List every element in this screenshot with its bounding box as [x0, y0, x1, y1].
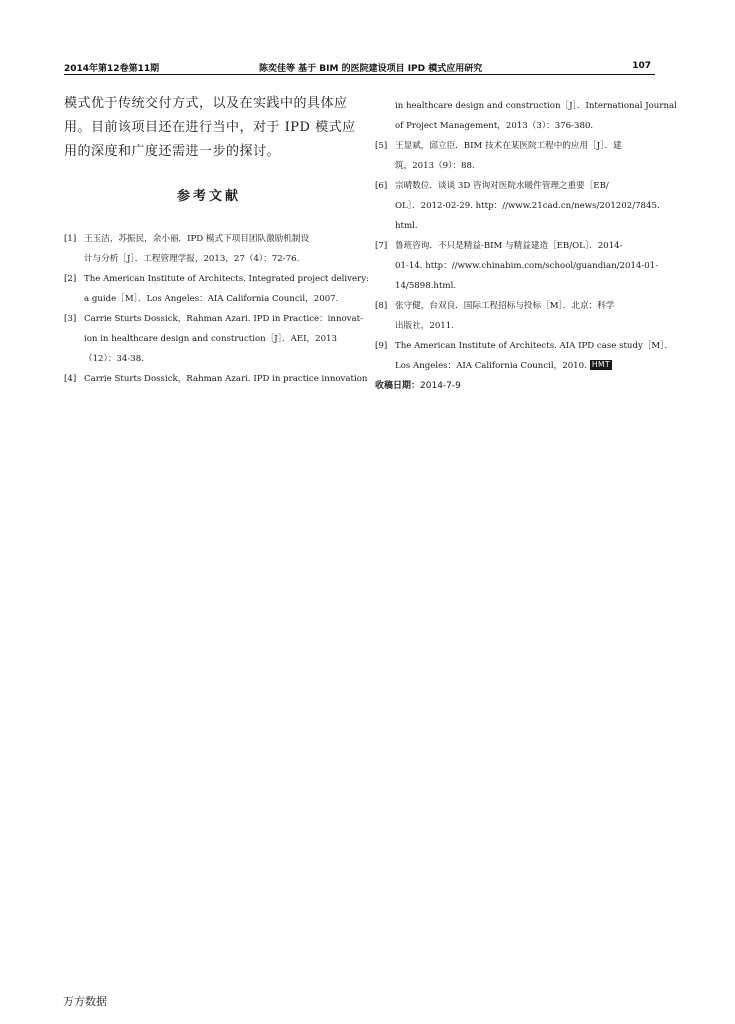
reference-line: a guide［M］．Los Angeles：AIA California Council，2007.	[84, 294, 339, 304]
reference-line: 筑，2013（9）：88.	[395, 161, 475, 171]
reference-line: of Project Management，2013（3）：376-380.	[395, 121, 594, 131]
reference-line: Carrie Sturts Dossick，Rahman Azari. IPD in practice innovation	[84, 374, 368, 384]
reference-item	[375, 136, 660, 176]
reference-number: [9]	[375, 341, 388, 351]
right-column	[375, 96, 677, 395]
reference-line: 鲁班咨询．不只是精益-BIM 与精益建造［EB/OL］．2014-	[395, 241, 623, 251]
reference-list-left	[64, 229, 369, 389]
body-line: 用。目前该项目还在进行当中，对于 IPD 模式应	[64, 120, 356, 135]
reference-number: [3]	[64, 314, 77, 324]
received-value: 2014-7-9	[420, 381, 461, 391]
reference-line: 01-14. http：//www.chinabim.com/school/guandian/2014-01-	[395, 261, 659, 271]
reference-number: [4]	[64, 374, 77, 384]
reference-number: [5]	[375, 141, 388, 151]
running-header	[64, 60, 655, 74]
reference-line-text: Los Angeles：AIA California Council，2010.	[395, 361, 587, 371]
reference-item	[375, 236, 660, 296]
reference-item	[64, 229, 354, 269]
reference-line: The American Institute of Architects. AIA IPD case study［M］．	[395, 341, 674, 351]
reference-item	[375, 296, 660, 336]
reference-item	[64, 269, 369, 309]
footer-watermark: 万方数据	[63, 995, 107, 1008]
reference-line	[395, 356, 660, 376]
reference-line: in healthcare design and construction［J］．International Journal	[395, 101, 677, 111]
reference-line: ion in healthcare design and construction［J］．AEI，2013	[84, 334, 337, 344]
reference-line: （12）：34-38.	[84, 354, 144, 364]
reference-line: 王显斌，邱立臣．BIM 技术在某医院工程中的应用［J］．建	[395, 141, 622, 151]
reference-line: 宗晴数位．谈谈 3D 咨询对医院水暖件管理之重要［EB/	[395, 181, 609, 191]
reference-line: 张守健，台双良．国际工程招标与投标［M］．北京：科学	[395, 301, 615, 311]
reference-line: Carrie Sturts Dossick，Rahman Azari. IPD in Practice：innovat-	[84, 314, 364, 324]
body-paragraph	[64, 92, 354, 164]
body-line: 模式优于传统交付方式，以及在实践中的具体应	[64, 96, 348, 111]
reference-number: [8]	[375, 301, 388, 311]
references-heading: 参考文献	[176, 189, 241, 204]
running-title: 陈奕佳等 基于 BIM 的医院建设项目 IPD 模式应用研究	[259, 64, 483, 74]
reference-line: OL］．2012-02-29. http：//www.21cad.cn/news/201202/7845.	[395, 201, 660, 211]
received-label: 收稿日期：	[375, 381, 421, 391]
reference-number: [2]	[64, 274, 77, 284]
reference-line: 14/5898.html.	[395, 281, 457, 291]
reference-item	[375, 176, 660, 236]
left-column	[64, 92, 369, 384]
reference-line: 王玉洁，苏振民，余小丽．IPD 模式下项目团队激励机制设	[84, 234, 310, 244]
header-rule	[64, 74, 655, 75]
reference-line: html.	[395, 221, 418, 231]
reference-item	[64, 369, 368, 389]
reference-number: [6]	[375, 181, 388, 191]
reference-line: 计与分析［J］．工程管理学报，2013，27（4）：72-76.	[84, 254, 300, 264]
journal-issue: 2014年第12卷第11期	[64, 64, 160, 74]
received-date	[375, 377, 660, 395]
reference-line: 出版社，2011.	[395, 321, 454, 331]
page-number: 107	[632, 61, 651, 71]
reference-line: The American Institute of Architects. Integrated project delivery:	[84, 274, 369, 284]
reference-item	[64, 309, 364, 369]
reference-item-continued	[375, 96, 677, 136]
reference-item	[375, 336, 674, 376]
reference-number: [1]	[64, 234, 77, 244]
reference-number: [7]	[375, 241, 388, 251]
end-mark-badge: HMT	[591, 360, 611, 369]
body-line: 用的深度和广度还需进一步的探讨。	[64, 144, 281, 159]
